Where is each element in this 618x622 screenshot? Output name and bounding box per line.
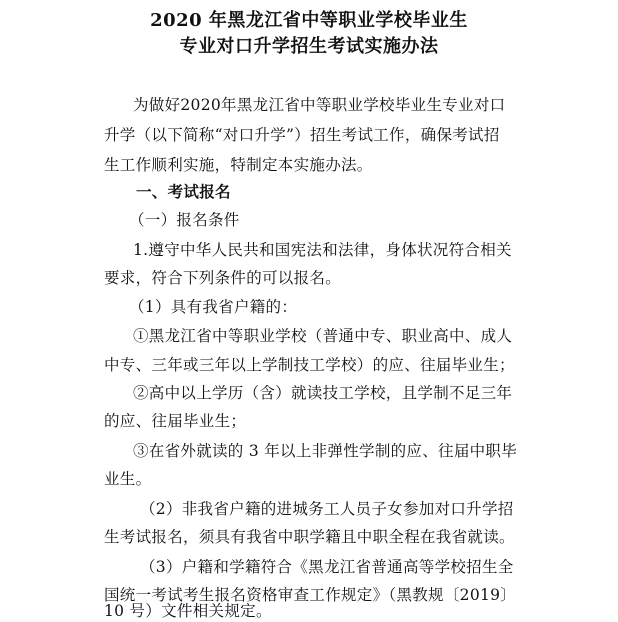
condition-3-line-3: 10 号）文件相关规定。 [104,602,272,620]
item-1-line-1: 1.遵守中华人民共和国宪法和法律，身体状况符合相关 [133,241,512,259]
condition-1c-line-1: ③在省外就读的 3 年以上非弹性学制的应、往届中职毕 [133,442,518,460]
condition-2-line-2: 生考试报名，须具有我省中职学籍且中职全程在我省就读。 [104,528,515,546]
document-title-line-1: 2020 年黑龙江省中等职业学校毕业生 [150,10,468,31]
condition-1b-line-2: 的应、往届毕业生； [104,412,247,430]
section-heading-exam-registration: 一、考试报名 [136,182,231,201]
intro-line-2: 升学（以下简称“对口升学”）招生考试工作，确保考试招 [104,126,500,144]
condition-1c-line-2: 业生。 [104,470,152,488]
condition-1b-line-1: ②高中以上学历（含）就读技工学校，且学制不足三年 [133,384,513,402]
condition-2-line-1: （2）非我省户籍的进城务工人员子女参加对口升学招 [140,500,514,518]
condition-1a-line-1: ①黑龙江省中等职业学校（普通中专、职业高中、成人 [133,327,513,345]
subsection-heading-registration-conditions: （一）报名条件 [129,211,240,229]
condition-1a-line-2: 中专、三年或三年以上学制技工学校）的应、往届毕业生； [104,356,515,374]
intro-line-3: 生工作顺利实施，特制定本实施办法。 [104,156,373,174]
intro-line-1: 为做好2020年黑龙江省中等职业学校毕业生专业对口 [133,96,506,114]
condition-1-heading: （1）具有我省户籍的： [129,298,298,316]
document-title-line-2: 专业对口升学招生考试实施办法 [179,36,439,57]
condition-3-line-1: （3）户籍和学籍符合《黑龙江省普通高等学校招生全 [140,558,514,576]
item-1-line-2: 要求，符合下列条件的可以报名。 [104,269,342,287]
condition-3-line-2: 国统一考试考生报名资格审查工作规定》（黑教规〔2019〕 [104,586,517,604]
